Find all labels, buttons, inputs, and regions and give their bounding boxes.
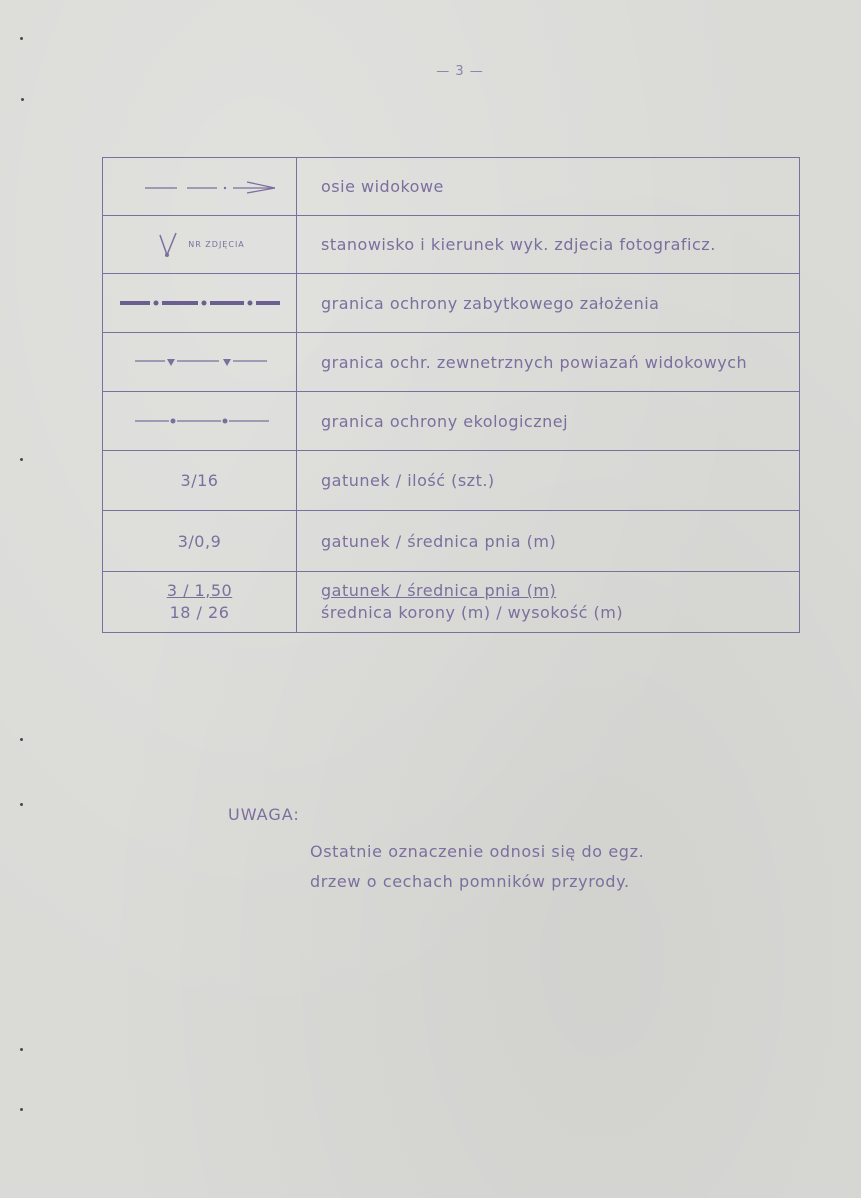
legend-description: stanowisko i kierunek wyk. zdjecia fotograficz.	[321, 235, 716, 254]
legend-symbol-cell	[103, 216, 297, 273]
photo-direction-icon	[154, 231, 182, 259]
monument-tree-description-top: gatunek / średnica pnia (m)	[321, 581, 557, 600]
legend-description: granica ochr. zewnetrznych powiazań widokowych	[321, 352, 748, 372]
trunk-diameter-code: 3/0,9	[177, 531, 222, 551]
species-count-code: 3/16	[180, 471, 219, 490]
legend-symbol-cell	[103, 158, 297, 215]
legend-table	[102, 157, 800, 633]
legend-row-photo-position	[103, 216, 799, 274]
photo-number-label: NR ZDJĘCIA	[188, 240, 245, 249]
legend-row-ecological-boundary	[103, 392, 799, 451]
legend-row-species-count	[103, 451, 799, 511]
legend-description	[297, 572, 799, 632]
legend-description: gatunek / średnica pnia (m)	[321, 531, 557, 551]
legend-symbol-cell	[103, 392, 297, 450]
note-line-1: Ostatnie oznaczenie odnosi się do egz.	[310, 842, 645, 861]
legend-row-view-axes	[103, 158, 799, 216]
legend-symbol-cell	[103, 274, 297, 332]
heavy-dash-dot-line-icon	[120, 297, 280, 309]
legend-description: granica ochrony ekologicznej	[321, 411, 569, 431]
legend-row-external-views	[103, 333, 799, 392]
legend-description: gatunek / ilość (szt.)	[321, 471, 495, 490]
line-triangle-icon	[125, 355, 275, 369]
legend-symbol-cell	[103, 451, 297, 510]
legend-symbol-cell	[103, 511, 297, 571]
legend-row-monument-boundary	[103, 274, 799, 333]
legend-symbol-cell	[103, 333, 297, 391]
note-heading: UWAGA:	[228, 805, 300, 824]
monument-tree-description	[321, 580, 623, 624]
view-axis-arrow-icon	[125, 177, 275, 197]
monument-tree-code-top: 3 / 1,50	[166, 581, 233, 600]
legend-description: granica ochrony zabytkowego założenia	[321, 293, 660, 313]
page-number: — 3 —	[436, 64, 484, 79]
line-dot-icon	[125, 415, 275, 427]
legend-row-trunk-diameter	[103, 511, 799, 572]
monument-tree-code	[167, 580, 232, 624]
monument-tree-code-bottom: 18 / 26	[169, 603, 230, 622]
monument-tree-description-bottom: średnica korony (m) / wysokość (m)	[321, 603, 624, 622]
legend-symbol-cell	[103, 572, 297, 632]
note-line-2: drzew o cechach pomników przyrody.	[310, 872, 630, 891]
legend-description: osie widokowe	[321, 177, 444, 196]
legend-row-monument-tree	[103, 572, 799, 632]
